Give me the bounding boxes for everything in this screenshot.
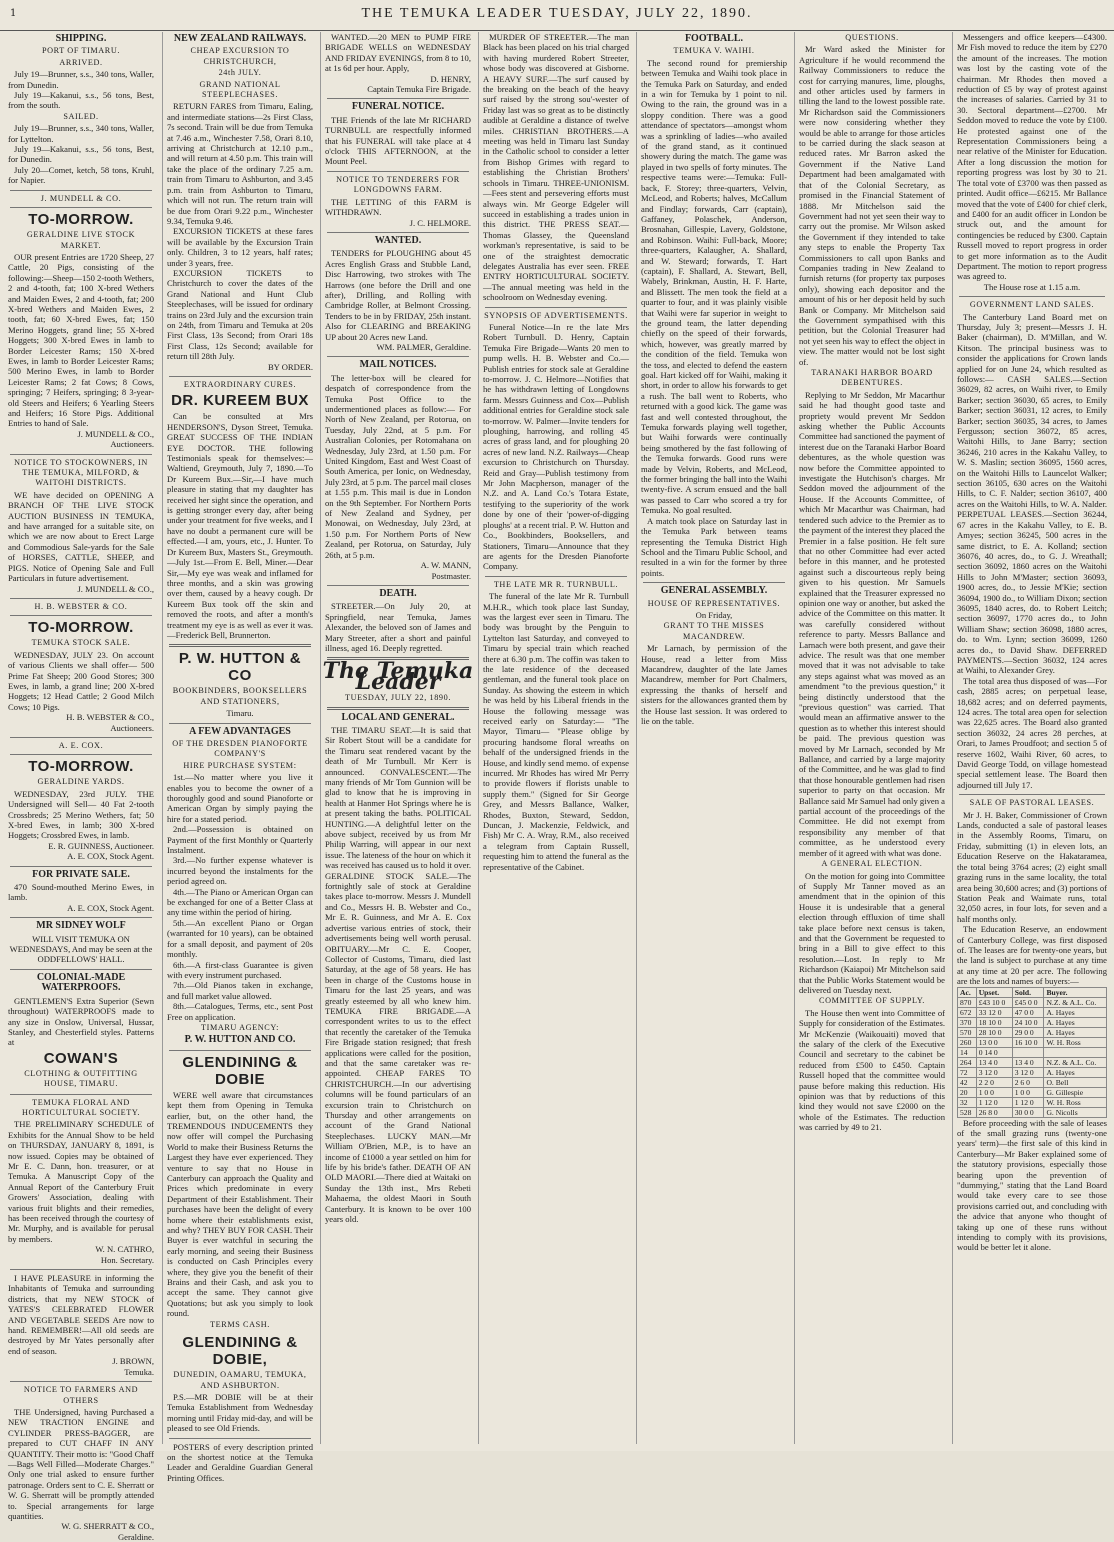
advert-list-item: 2nd.—Possession is obtained on Payment of the first Monthly or Quarterly Instalment. <box>167 824 313 856</box>
table-cell: 72 <box>958 1067 977 1077</box>
advert-body: THE PRELIMINARY SCHEDULE of Exhibits for the Annual Show to be held on THURSDAY, JANUARY 8, 1891, is now issued. Copies may be obtained of Mr E. C. Dann, hon. treasurer, or at Temuka. A Manuscript Copy of the Annual Report of the Canterbury Fruit Growers' Association, dealing with various fruit blights and their remedies, has been received through the courtesy of Mr. Murphy, and is available for perusal by members. <box>8 1119 154 1244</box>
advert-body: I HAVE PLEASURE in informing the Inhabitants of Temuka and surrounding districts, that my NEW STOCK of YATES'S CELEBRATED FLOWER AND VEGETABLE SEEDS Are now to hand. REMEMBER!—All old seeds are destroyed by Mr Yates personally after end of season. <box>8 1273 154 1356</box>
divider <box>327 585 469 586</box>
divider <box>10 866 152 867</box>
table-cell: A. Hayes <box>1044 1067 1107 1077</box>
column-6 <box>794 32 949 1444</box>
table-cell: £43 10 0 <box>976 997 1012 1007</box>
advert-body: WERE well aware that circumstances kept them from Opening in Temuka earlier, but, on the other hand, the TREMENDOUS INDUCEMENTS they now offer will compel the Purchasing World to make their Business Returns the Largest they have ever experienced. They venture to say that no House in Canterbury can approach the Quality and Prices which predominate in every Department of their Establishment. Their purchases have been the delight of every home where their establishments exist, and why? THEY BUY FOR CASH. Their Buyer is ever watchful in securing the early morning, and seeing their Business is conducted on Cash Principles every where, they give you the benefit of their Brains and their Cash, and ask you to accept the same. They cannot give Quotations; but ask you simply to look round. <box>167 1089 313 1319</box>
page-title: THE TEMUKA LEADER TUESDAY, JULY 22, 1890. <box>361 6 753 21</box>
advert-signature: A. E. COX, Stock Agent. <box>67 851 154 862</box>
article-body: A match took place on Saturday last in the Temuka Park between teams representing the Temuka District High School and the Timaru Public School, and resulted in a win for the former by three points. <box>641 515 787 578</box>
advert-heading: TO-MORROW. <box>28 211 134 229</box>
advert-signature: J. MUNDELL & CO., <box>77 428 154 439</box>
divider <box>10 1381 152 1382</box>
advert-stockowners <box>4 458 158 594</box>
advert-heading: A FEW ADVANTAGES <box>189 725 291 737</box>
advert-glendining <box>163 1054 317 1330</box>
advert-subheading: CLOTHING & OUTFITTING HOUSE, TIMARU. <box>24 1068 138 1089</box>
advert-signature: W. G. SHERRATT & CO., <box>61 1521 154 1532</box>
advert-hutton <box>163 650 317 718</box>
article-heading: GOVERNMENT LAND SALES. <box>969 300 1095 310</box>
advert-signature: H. B. WEBSTER & CO., <box>66 712 154 723</box>
divider <box>10 615 152 616</box>
divider <box>169 376 311 377</box>
advert-event: GRAND NATIONAL STEEPLECHASES. <box>199 79 281 100</box>
table-cell: 28 10 0 <box>976 1027 1012 1037</box>
advert-body: EXCURSION TICKETS to Christchurch to cover the dates of the Grand National and Hunt Club Steeplechases, will be issued for ordinary trains on 23rd July and the excursion train on 24th, from Timaru and Temuka at 20s First Class, 13s Second; from Orari 18s First Class, 12s Second; available for return till 28th July. <box>167 267 313 362</box>
advert-heading: GLENDINING & DOBIE <box>182 1053 298 1088</box>
advert-glendining-branches <box>163 1334 317 1433</box>
advert-wanted-men <box>321 32 475 94</box>
table-cell: 370 <box>958 1017 977 1027</box>
article-subheading: HOUSE OF REPRESENTATIVES. <box>647 598 781 608</box>
table-cell: 18 10 0 <box>976 1017 1012 1027</box>
article-closing: The House rose at 1.15 a.m. <box>983 281 1081 292</box>
local-general-news <box>321 713 475 1225</box>
advert-heading: TO-MORROW. <box>28 619 134 637</box>
advert-piano <box>163 727 317 1046</box>
table-cell: 33 12 0 <box>976 1007 1012 1017</box>
divider <box>643 582 785 583</box>
advert-body: WEDNESDAY, 23rd JULY. THE Undersigned will Sell— 40 Fat 2-tooth Crossbreds; 25 Merino Wethers, fat; 50 X-bred Ewes, in lamb; 300 X-bred Hoggets; Crossbred Ewes, in lamb. <box>8 788 154 841</box>
notice-body: THE LETTING of this FARM is WITHDRAWN. <box>325 196 471 218</box>
advert-list-item: 6th.—A first-class Guarantee is given with every instrument purchased. <box>167 959 313 980</box>
article-body: The Education Reserve, an endowment of Canterbury College, was first disposed of. The leases are for twenty-one years, but the land is subject to purchase at any time at any time at 20 per acre. The following are the lots and names of buyers:— <box>957 924 1107 987</box>
divider <box>169 1050 311 1051</box>
advert-private-sale <box>4 870 158 914</box>
advert-list-item: 8th.—Catalogues, Terms, etc., sent Post Free on application. <box>167 1001 313 1022</box>
article-body: On the motion for going into Committee of Supply Mr Tanner moved as an amendment that in the opinion of this House it is undesirable that a general election through effluxion of time shall take place before next census is taken, and that the Government be requested to bring in a Bill to give effect to this resolution.—Lost. In reply to Mr Richardson (Kaiapoi) Mr Mitchelson said that the Public Works Statement would be delivered on Tuesday next. <box>799 870 945 995</box>
table-cell: G. Gillespie <box>1044 1087 1107 1097</box>
table-header-row <box>958 987 1107 997</box>
table-cell: 3 12 0 <box>1012 1067 1044 1077</box>
notice-heading: MAIL NOTICES. <box>359 359 437 371</box>
advert-chaff-cutting <box>4 1385 158 1542</box>
local-news-continued <box>479 32 633 303</box>
sailing-line: July 19—Brunner, s.s., 340 tons, Waller, for Lyttelton. <box>8 123 154 144</box>
article-body: The funeral of the late Mr R. Turnbull M.H.R., which took place last Sunday, was the largest ever seen in Timaru. The body was brought by the Penguin to Lyttelton last Saturday, and conveyed to Timaru by special train which reached there at 6.30 p.m. The coffin was taken to the late residence of the deceased gentleman, and the funeral took place on Sunday. As showing the esteem in which he was held by his Liberal friends in the House the following message was received early on Saturday:— "The Mayor, Timaru— "Please oblige by procuring handsome floral wreaths on behalf of the undersigned friends in the House, and kindly send memo. of expense incurred. Mr Rhodes has wired Mr Perry to provide flowers if florists unable to supply them." (Signed for Sir George Grey, and Messrs Ballance, Walker, Rhodes, Buxton, Steward, Seddon, Duncan, J. Mackenzie, Feldwick, and Fish) Mr C. A. Wray, R.M., also received a telegram from Captain Russell, requesting him to attend the funeral as the representative of the Cabinet. <box>483 591 629 872</box>
advert-heading: NOTICE TO STOCKOWNERS, IN THE TEMUKA, MILFORD, & WAITOHI DISTRICTS. <box>14 457 148 488</box>
table-cell: 528 <box>958 1107 977 1117</box>
advert-body: EXCURSION TICKETS at these fares will be available by the Excursion Train only. Children, 3 to 12 years, half rates; under 3 years, free. <box>167 226 313 268</box>
advert-seeds <box>4 1273 158 1377</box>
advert-body: GENTLEMEN'S Extra Superior (Sewn throughout) WATERPROOFS made to any size in Onslow, Universal, Hussar, Stanley, and Chesterfield styles. Patterns at <box>8 995 154 1048</box>
column-header: Upset. <box>976 987 1012 997</box>
article-body: The Canterbury Land Board met on Thursday, July 3; present—Messrs J. H. Baker (chairman), D. M'Millan, and W. Kitson. The principal business was to consider the applications for Crown lands applied for on June 24, which resulted as follows:— CASH SALES.—Section 36029, 82 acres, on Waihi river, to Emily Barker; section 36030, 65 acres, to Emily Barker; section 36031, 12 acres, to Emily Barker; section 36035, 34 acres, to James Fergusson; section 36072, 85 acres, Waitohi Hills, to Jane Barry; section 36246, 210 acres in the Kakahu Valley, to W. S. Maslin; section 36095, 1560 acres, on the Waitohi Hills to Launcelot Walker; section 36105, 630 acres on the Waitohi Hills, to C. F. Nalder; section 36107, 400 acres on the Waitohi Hills, to W. A. Nalder. PERPETUAL LEASES.—Section 36244, 67 acres in the Kakahu Valley, to E. B. Amyes; section 36245, 500 acres in the same district, to E. A. Kolland; section 36076, 40 acres, do., to G. J. Wreathall; section 36092, 1860 acres on the Waitohi Hills to John M'Master; section 36093, 1900 acres, do., to Jessie M'Kie; section 36094, 1900 do., to William Dixon; section 36095, 1840 acres, do. to Robert Leitch; section 36097, 1770 acres do., to John William Shaw; section 36098, 1880 acres, do. to Wm. Lynn; section 36099, 1260 acres do., to David Shaw. DEFERRED PAYMENTS.—Section 36032, 124 acres at Waihi, to Alexander Grey. <box>957 311 1107 676</box>
column-header: Buyer. <box>1044 987 1107 997</box>
advert-tomorrow-yards <box>4 758 158 861</box>
advert-body: WILL VISIT TEMUKA ON WEDNESDAYS, And may be seen at the ODDFELLOWS' HALL. <box>9 933 153 965</box>
notice-body: STREETER.—On July 20, at Springfield, near Temuka, James Alexander, the beloved son of James and Mary Streeter, after a short and painful illness, aged 16. Deeply regretted. <box>325 601 471 653</box>
divider <box>327 98 469 99</box>
column-header: Ac. <box>958 987 977 997</box>
article-body: The total area thus disposed of was—For cash, 2885 acres; on perpetual lease, 18,682 acres; and on deferred payments, 124 acres. The total area open for selection was 22,625 acres. The Board also granted section 36032, 24 acres 28 perches, at Orari, to James Proudfoot; and section 5 of reserve 1602, Waihi River, 60 acres, to David George Todd, on village homestead special settlement lease. The Board then adjourned till July 17. <box>957 675 1107 790</box>
section-heading: SYNOPSIS OF ADVERTISEMENTS. <box>484 310 628 320</box>
table-row <box>958 1107 1107 1117</box>
table-cell: 264 <box>958 1057 977 1067</box>
advert-signature: J. BROWN, <box>112 1356 154 1367</box>
divider <box>10 737 152 738</box>
mail-notices <box>321 360 475 581</box>
advert-body: TENDERS for PLOUGHING about 45 Acres English Grass and Stubble Land, Disc Harrowing, two strokes with The Harrows (one before the Drill and one after), Drilling, and Rolling with Cambridge Roller, at Belmont Crossing. Tenders to be in by FRIDAY, 25th instant. Also for CLEARING and BREAKING UP about 20 Acres new Land. <box>325 248 471 342</box>
table-cell: A. Hayes <box>1044 1007 1107 1017</box>
article-body: Messengers and office keepers—£4300. Mr Fish moved to reduce the item by £270 the amount of the increases. The motion was lost by the casting vote of the chairman. Mr Rhodes then moved a reduction of £5 by way of protest against the increases of salaries. Carried by 31 to 30. Sectoral department—£2700. Mr Seddon moved to reduce the vote by £100. He protested against one of the Representation Commissioners being a near relative of the Minister for Education. After a long discussion the motion for reporting progress was lost by 30 to 21. The total vote of £3700 was then passed as printed. Audit office—£6215. Mr Ballance moved that the vote of £400 for chief clerk, and £400 for an audit officer in London be struck out, and the amount for contingencies be reduced by £300. Captain Russell moved to report progress in order to get more information as to the Audit Department. The motion to report progress was agreed to. <box>957 32 1107 282</box>
news-body: Funeral Notice—In re the late Mrs Robert Turnbull. D. Henry, Captain Temuka Fire Brigade—Wants 20 men to pump wells. H. B. Webster and Co.—Publish entries for stock sale at Geraldine to-morrow. J. C. Helmore—Notifies that he has withdrawn letting of Longdowns farm. Messrs Guinness and Cox—Publish additional entries for Geraldine stock sale to-morrow. W. Palmer—Invite tenders for ploughing, harrowing, and rolling 45 acres of grass land, and for ploughing 20 acres of new land. N.Z. Railways—Cheap excursion to Christchurch on Thursday. Reid and Gray—Publish testimony from Mr John Macpherson, manager of the N.Z. and A. Land Co.'s Totara Estate, testifying to the superiority of the work done by one of their 'power-of-digging ploughs' at a recent trial. P. W. Hutton and Co., Bookbinders, Booksellers, and Stationers, Timaru—Announce that they are agents for the Dresden Pianoforte Company. <box>483 321 629 572</box>
table-row <box>958 1007 1107 1017</box>
table-cell: 32 <box>958 1097 977 1107</box>
article-heading: SALE OF PASTORAL LEASES. <box>969 798 1095 808</box>
advert-heading: TEMUKA FLORAL AND HORTICULTURAL SOCIETY. <box>22 1097 140 1117</box>
news-body: MURDER OF STREETER.—The man Black has been placed on his trial charged with having murdered Robert Streeter, whose body was discovered at Gisborne. A HEAVY SURF.—The surf caused by the breaking on the beach of the heavy surf raised by the strong sou'-wester of Friday last was so great as to be distinctly audible at Geraldine a distance of twelve miles. CHRISTIAN BROTHERS.—A meeting was held in Timaru last Sunday in the Catholic school to consider a letter from Bishop Grimes with regard to establishing the Christian Brothers' schools in Timaru. THREE-UNIONISM.—Fees stent and persevering efforts must always win. Mr George Edgeler will succeed in establishing a trades union in this district. THE PRESS SEAT.—Thomas Glassey, the Queensland workman's representative, is said to be one of the straightest democratic delegates Australia has ever seen. FREE ENTRY HORTICULTURAL SOCIETY.—The annual meeting was held in the schoolroom on Wednesday evening. <box>483 32 629 303</box>
divider <box>959 794 1105 795</box>
table-cell: 1 12 0 <box>1012 1097 1044 1107</box>
table-row <box>958 997 1107 1007</box>
divider <box>485 576 627 577</box>
advert-tomorrow-temuka <box>4 619 158 733</box>
advert-name: DR. KUREEM BUX <box>171 392 309 410</box>
advert-subheading: GERALDINE LIVE STOCK MARKET. <box>26 230 136 250</box>
column-3 <box>320 32 475 1444</box>
article-subheading: COMMITTEE OF SUPPLY. <box>819 996 925 1006</box>
auctioneer-name: H. B. WEBSTER & CO. <box>34 601 128 611</box>
table-cell: 1 12 0 <box>976 1097 1012 1107</box>
auctioneer-name: J. MUNDELL & CO. <box>40 193 122 203</box>
table-row <box>958 1067 1107 1077</box>
article-subheading: A GENERAL ELECTION. <box>821 859 923 869</box>
advert-body: 470 Sound-mouthed Merino Ewes, in lamb. <box>8 882 154 903</box>
advert-subheading: BOOKBINDERS, BOOKSELLERS AND STATIONERS, <box>172 686 308 706</box>
advert-floral-society <box>4 1098 158 1266</box>
advert-signature-title: Auctioneers. <box>110 439 154 450</box>
table-row <box>958 1027 1107 1037</box>
article-subheading: GRANT TO THE MISSES MACANDREW. <box>663 621 765 641</box>
column-2 <box>162 32 317 1483</box>
table-row <box>958 1037 1107 1047</box>
table-body <box>958 997 1107 1117</box>
article-football <box>637 34 791 578</box>
table-cell: 1 0 0 <box>1012 1087 1044 1097</box>
advert-body: WEDNESDAY, JULY 23. On account of various Clients we shall offer— 500 Prime Fat Sheep; 200 Good Stores; 300 Ewes, in lamb, a grand line; 200 X-bred Hoggets; 12 Head Cattle; 2 Good Milch Cows; 10 Pigs. <box>8 649 154 712</box>
advert-sidney-wolf <box>4 921 158 965</box>
notice-body: The letter-box will be cleared for despatch of correspondence from the Temuka Post Office to the undermentioned places as follow:— For North of New Zealand, per Rotorua, on Tuesday, July 22nd, at 5 p.m. For Australian Colonies, per Rotomahana on Wednesday, July 23rd, at 1.50 p.m. For United Kingdom, East and West Coast of South America, per Ionic, on Wednesday, July 23rd, at 5 p.m. The parcel mail closes at 1.55 p.m. This mail is due in London on the 9th September. For Northern Ports of New Zealand and Sydney, per Monowai, on Wednesday, July 23rd, at 1.50 p.m. For Northern Ports of New Zealand, per Rotorua, on Saturday, July 26th, at 5 p.m. <box>325 372 471 560</box>
table-cell: 16 10 0 <box>1012 1037 1044 1047</box>
table-cell: N.Z. & A.L. Co. <box>1044 997 1107 1007</box>
article-heading: QUESTIONS. <box>845 33 899 42</box>
article-subheading: TEMUKA V. WAIHI. <box>673 46 755 56</box>
newspaper-nameplate: The Temuka Leader <box>322 658 474 695</box>
table-cell: 13 4 0 <box>976 1057 1012 1067</box>
table-cell: 2 2 0 <box>976 1077 1012 1087</box>
auctioneer-name: A. E. COX. <box>58 740 104 750</box>
advert-signature-title: Captain Temuka Fire Brigade. <box>367 84 471 95</box>
article-heading: THE LATE MR R. TURNBULL. <box>493 579 619 589</box>
divider <box>10 598 152 599</box>
table-row <box>958 1017 1107 1027</box>
advert-list-item: 4th.—The Piano or American Organ can be exchanged for one of a Better Class at any time within the period of hiring. <box>167 886 313 918</box>
page-number: 1 <box>10 8 17 19</box>
table-cell: 42 <box>958 1077 977 1087</box>
article-pastoral-leases <box>953 798 1111 1253</box>
advert-signature: BY ORDER. <box>267 361 313 372</box>
divider <box>327 356 469 357</box>
advert-signature-title: Auctioneers. <box>110 722 154 733</box>
column-5 <box>636 32 791 1444</box>
advert-heading: EXTRAORDINARY CURES. <box>183 380 297 389</box>
advert-heading: P. W. HUTTON & CO <box>178 650 302 685</box>
notice-signature-title: Postmaster. <box>431 570 471 581</box>
divider <box>10 969 152 970</box>
article-body: Mr Ward asked the Minister for Agriculture if he would recommend the Railway Commissioners to reduce the cost for carrying manures, lime, ploughs, and other articles used by farmers in tilling the land to the lowest possible rate. Mr Richardson said the Commissioners were now considering whether they would be able to arrange for those articles to be carried during the slack season at reduced rates. Mr Barron asked the Government if the Native Land Department had been amalgamated with that of the Colonial Secretary, as promised in the Financial Statement of 1888. Mr Mitchelson said the Government had not yet seen their way to carry out the promise. Mr Wilson asked the Government if they intended to take any steps to enable the Property Tax Commissioners to call upon Banks and Companies trading in New Zealand to furnish returns (for property tax purposes only), showing each depositor and the amount of his or her deposit held by such Bank or Company. Mr Mitchelson said the Government sympathised with this petition, but the Colonial Treasurer had not yet seen his way to effect the object in view. The matter would not be lost sight of. <box>799 44 945 367</box>
table-cell: O. Bell <box>1044 1077 1107 1087</box>
advert-subheading: GERALDINE YARDS. <box>37 777 125 787</box>
article-body: Before proceeding with the sale of leases of the small grazing runs (twenty-one years' term)—the first sale of this kind in Canterbury—Mr Baker explained some of the statutory provisions, especially those bearing upon the prevention of "dummying," stating that the Land Board would take every care to see those provisions carried out, and concluding with the advice that anyone who thought of taking up one of these runs without intending to comply with its provisions, would be better let it alone. <box>957 1117 1107 1253</box>
divider <box>959 296 1105 297</box>
advert-heading: NOTICE TO FARMERS AND OTHERS <box>23 1385 139 1405</box>
advert-body: OUR present Entries are 1720 Sheep, 27 Cattle, 20 Pigs, consisting of the following:—Sheep—150 2-tooth Wethers, 2 and 4-tooth, fat; 100 X-bred Wethers and Maiden Ewes, 2 and 4-tooth, fat; 200 X-bred Wethers and Maiden Ewes, 2 tooth, fat; 60 X-bred Ewes, fat; 150 Merino Hoggets, grand line; 55 X-bred Hoggets; 300 X-bred Ewes in lamb to Border Leicester Rams; 150 X-bred Ewes, in lamb to Border Leicester Rams; 500 Merino Ewes, in lamb to Border Leicester Rams; 2 fat Cows; 8 Cows, springing; 7 Heifers, springing; 8 3-year-old Steers and Heifers; 6 Yearling Steers and Heifers; 16 Store Pigs. Additional Entries to hand of Sale. <box>8 251 154 429</box>
table-row <box>958 1087 1107 1097</box>
column-4 <box>478 32 633 1444</box>
table-cell: £45 0 0 <box>1012 997 1044 1007</box>
divider <box>10 1094 152 1095</box>
table-cell: 24 10 0 <box>1012 1017 1044 1027</box>
table-cell: G. Nicolls <box>1044 1107 1107 1117</box>
article-body: Replying to Mr Seddon, Mr Macarthur said he had thought good taste and propriety would prevent Mr Seddon asking whether the Public Accounts Committee had sanctioned the payment of interest due on the Taranaki Harbor Board debentures, as the whole question was now before the Committee appointed to investigate the Hutchison's charges. Mr Seddon moved the adjournment of the House. If the Accounts Committee, of which Mr Macarthur was Chairman, had tendered such advice to the Premier as to the payment of the interest they placed the Premier in a false position. He felt sure that no other Committee had ever acted before in this manner, and he protested against such a discourteous reply being given to his question. Mr Samuels explained that the Treasurer expressed no opinion one way or another, but asked the advice of the Committee on this matter. It was carefully considered without reference to party. Messrs Ballance and Larnach were both present, and gave their advice. The result was that one member moved that it was not advisable to take any steps against what was moved as an amendment "to the previous question," it being distinctly understood that the "previous question" was carried. That would mean an affirmative answer to the question as to whether this interest should be paid. The previous question was moved by Mr Larnach, seconded by Mr Ballance, and carried by a large majority of the Committee, and he was glad to find that those honourable gentlemen had risen superior to party on that occasion. Mr Ballance said Mr Samuel had only given a partial account of the proceedings of the Committee. He did not exempt from responsibility any member of that committee, as he understood every member of it agreed with what was done. <box>799 389 945 858</box>
table-cell: 672 <box>958 1007 977 1017</box>
advert-signature-title: Hon. Secretary. <box>100 1254 154 1265</box>
shipping-section <box>4 34 158 186</box>
advert-subheading: OF THE DRESDEN PIANOFORTE COMPANY'S <box>172 738 308 759</box>
table-cell: 2 6 0 <box>1012 1077 1044 1087</box>
notice-heading: FUNERAL NOTICE. <box>351 101 445 113</box>
notice-body: THE Friends of the late Mr RICHARD TURNBULL are respectfully informed that his FUNERAL will take place at 4 o'clock THIS AFTERNOON, at the Mount Peel. <box>325 114 471 167</box>
advert-heading: GLENDINING & DOBIE, <box>182 1334 298 1369</box>
divider <box>327 171 469 172</box>
column-1 <box>4 32 158 1542</box>
table-row <box>958 1077 1107 1087</box>
advert-signature: W. N. CATHRO, <box>95 1244 154 1255</box>
table-cell: 26 8 0 <box>976 1107 1012 1117</box>
section-heading: LOCAL AND GENERAL. <box>341 711 455 723</box>
article-questions <box>795 33 949 1133</box>
notice-tenderers <box>321 175 475 228</box>
advert-signature: D. HENRY, <box>430 73 471 84</box>
article-day: On Friday, <box>695 609 733 620</box>
divider <box>10 454 152 455</box>
advert-heading: MR SIDNEY WOLF <box>36 920 126 932</box>
table-cell: 3 12 0 <box>976 1067 1012 1077</box>
advert-railways <box>163 34 317 372</box>
advert-body: POSTERS of every description printed on the shortest notice at the Temuka Leader and Geraldine Guardian General Printing Offices. <box>167 1441 313 1483</box>
notice-signature: A. W. MANN, <box>420 560 471 571</box>
advert-list-item: 7th.—Old Pianos taken in exchange, and full market value allowed. <box>167 980 313 1001</box>
sailing-line: July 19—Kakanui, s.s., 56 tons, Best, for Dunedin. <box>8 144 154 165</box>
advert-body: THE Undersigned, having Purchased a NEW TRACTION ENGINE and CYLINDER PRESS-BAGGER, are prepared to CUT CHAFF IN ANY QUANTITY. Their motto is: "Good Chaff—Bags Well Filled—Moderate Charges." Only one trial asked to ensure further patronage. Orders sent to C. E. Sherratt or W. G. Sherratt will be promptly attended to. Special arrangements for large quantities. <box>8 1406 154 1521</box>
table-cell: W. H. Ross <box>1044 1097 1107 1107</box>
port-heading: PORT OF TIMARU. <box>41 46 121 56</box>
divider <box>10 1269 152 1270</box>
advert-signature-title: Temuka. <box>124 1366 154 1377</box>
advert-body: WANTED.—20 MEN to PUMP FIRE BRIGADE WELLS on WEDNESDAY AND FRIDAY EVENINGS, from 8 to 10, at 1s 6d per hour. Apply, <box>325 32 471 74</box>
article-body: Mr J. H. Baker, Commissioner of Crown Lands, conducted a sale of pastoral leases in the Assembly Rooms, Timaru, on Friday, submitting (1) in eleven lots, an Education Reserve on the Hakataramea, the total being 3764 acres; (2) eight small grazing runs in the same locality, the total area being 30,600 acres; and (3) portions of Station Peak and Waimate runs, total 32,050 acres, in four lots, for seven and a half months only. <box>957 809 1107 924</box>
notice-heading: NOTICE TO TENDERERS FOR LONGDOWNS FARM. <box>336 174 460 195</box>
advert-body: WE have decided on OPENING A BRANCH OF THE LIVE STOCK AUCTION BUSINESS IN TEMUKA, and have arranged for a suitable site, on which we are now about to Erect Large and Commodious Sale-yards for the Sale of HORSES, CATTLE, SHEEP, and PIGS. Notice of Opening Sale and Full Particulars in future advertisement. <box>8 489 154 584</box>
page-masthead <box>0 0 1114 31</box>
sailed-heading: SAILED. <box>63 111 99 121</box>
column-header: Sold. <box>1012 987 1044 997</box>
table-cell: 29 0 0 <box>1012 1027 1044 1037</box>
divider <box>10 917 152 918</box>
advert-signature: J. MUNDELL & CO., <box>77 583 154 594</box>
table-cell: W. H. Ross <box>1044 1037 1107 1047</box>
table-cell <box>1044 1047 1107 1057</box>
advert-tomorrow-geraldine <box>4 211 158 450</box>
advert-terms: TERMS CASH. <box>210 1319 270 1329</box>
article-body: The second round for premiership between Temuka and Waihi took place in the Temuka Park on Saturday, and ended in a win for Temuka by 1 point to nil. Owing to the rain, the ground was in a sloppy condition. There was a good attendance of spectators—amongst whom was a sprinkling of ladies—who availed of the grand stand, as it continued showery during the match. The game was played in two spells of forty minutes. The respective teams were:—Temuka: Full-back, F. Storey; three-quarters, Velvin, McLeod, and Roberts; halves, McCallum and Findlay; forwards, Carr (captain), Gaffaney, Polaschek, Anderson, Brosnahan, Gillespie, Lavery, Goldstone, and Robinson. Waihi: Full-back, Moore; three-quarters, Kalaugher, A. Shallard, and W. Steward; forwards, T. Hart (captain), F. Shallard, A. Stewart, Bell, Wabely, Brinkman, Austin, H. F. Harte, and Blissett. The men took the field at a quarter to four, and it was plainly visible that Waihi were far superior in weight to the ground team, the latter depending chiefly on the speed of their forwards, which, however, was greatly marred by the condition of the field. Temuka won the toss, and elected to defend the eastern goal. Hart kicked off for Waihi, making it short, in order to allow his forwards to get a rush. The ball went to Roberts, who returned with a good kick. The game was fast and well contested throughout, the Temuka forwards playing well together, but Waihi forwards were continually being smothered by the fast following of the Temuka forwards. Good runs were made by Velvin, Roberts, and McLeod, the former bringing the ball into the Waihi twenty-five. A scrum ensued and the ball was passed to Carr who scored a try for Temuka. No goal resulted. <box>641 57 787 516</box>
table-cell: N.Z. & A.L. Co. <box>1044 1057 1107 1067</box>
shipping-heading: SHIPPING. <box>55 33 107 44</box>
table-row <box>958 1097 1107 1107</box>
table-row <box>958 1047 1107 1057</box>
issue-date: TUESDAY, JULY 22, 1890. <box>345 693 451 703</box>
sailing-line: July 20—Comet, ketch, 58 tons, Kruhl, for Napier. <box>8 164 154 186</box>
divider <box>10 190 152 191</box>
table-cell: 0 14 0 <box>976 1047 1012 1057</box>
divider <box>485 307 627 308</box>
advert-eye-doctor <box>163 380 317 640</box>
arrival-line: July 19—Brunner, s.s., 340 tons, Waller, from Dunedin. <box>8 69 154 90</box>
table-cell: 570 <box>958 1027 977 1037</box>
news-body: THE TIMARU SEAT.—It is said that Sir Robert Stout will be a candidate for the Timaru seat rendered vacant by the death of Mr Turnbull. Mr Kerr is announced. CONVALESCENT.—The many friends of Mr Tom Gunnion will be glad to know that he is improving in health at Hanmer Hot Springs where he is at present taking the baths. POLITICAL HUNTING.—A delightful letter on the above subject, received by us from Mr Philip Warring, will appear in our next issue. The lateness of the hour on which it was received has caused us to hold it over. GERALDINE STOCK SALE.—The fortnightly sale of stock at Geraldine takes place to-morrow. Messrs J. Mundell and Co., Messrs H. B. Webster and Co., Mr E. R. Guinness, and Mr A. E. Cox advertise various entries of stock, their advertisements being well worth perusal. OBITUARY.—Mr C. E. Cooper, Collector of Customs, Timaru, died last Saturday, at the age of 58 years. He has been in charge of the Customs house in Timaru for the last 25 years, and was greatly esteemed by all who knew him. TEMUKA FIRE BRIGADE.—A correspondent writes to us to the effect that recently the caretaker of the Temuka Fire Brigade station resigned; that fresh applications were called for the position, and that the same caretaker was re-appointed. CHEAP FARES TO CHRISTCHURCH.—In our advertising columns will be found particulars of an excursion train to Christchurch on Thursday and other arrangements on account of the Grand National Steeplechases. LUCKY MAN.—Mr William O'Brien, M.P., is to have an income of £1000 a year settled on him for life by his bride's father. DEATH OF AN OLD MAORI.—There died at Waitaki on Sunday the 13th inst., Mrs Rebeti Mahaema, the oldest Maori in South Canterbury. It is known to be over 100 years old. <box>325 724 471 1225</box>
article-heading: GENERAL ASSEMBLY. <box>660 585 768 597</box>
article-body: The House then went into Committee of Supply for consideration of the Estimates. Mr McKenzie (Waikouaiti) moved that the salary of the clerk of the Executive Council and secretary to the cabinet be reduced from £500 to £450. Captain Russell hoped that the committee would pause before making this reduction. His opinion was that by reductions of this kind they would not save £2000 on the whole of the Estimates. The reduction was carried by 49 to 21. <box>799 1007 945 1133</box>
advert-agency: TIMARU AGENCY: <box>201 1022 279 1032</box>
advert-subheading: TEMUKA STOCK SALE. <box>31 638 131 648</box>
advert-signature: E. R. GUINNESS, Auctioneer. <box>48 840 154 851</box>
advert-signature-title: Geraldine. <box>117 1531 154 1542</box>
arrived-heading: ARRIVED. <box>59 57 103 67</box>
advert-place: Timaru. <box>226 708 254 719</box>
advert-heading: WANTED. <box>374 234 422 246</box>
death-notice <box>321 589 475 653</box>
table-cell: 20 <box>958 1087 977 1097</box>
table-cell: 14 <box>958 1047 977 1057</box>
notice-signature: J. C. HELMORE. <box>409 217 471 228</box>
article-heading: FOOTBALL. <box>684 33 744 44</box>
advert-signature: WM. PALMER, Geraldine. <box>376 341 471 352</box>
advert-subheading: DUNEDIN, OAMARU, TEMUKA, AND ASHBURTON. <box>173 1370 307 1390</box>
article-body: Mr Larnach, by permission of the House, read a letter from Miss Macandrew, daughter of the late James Macandrew, member for Port Chalmers, expressing the thanks of herself and sisters for the allowances granted them by the House last session. It was ordered to lie on the table. <box>641 643 787 726</box>
advert-waterproofs <box>4 973 158 1090</box>
funeral-notice <box>321 102 475 166</box>
advert-heading: NEW ZEALAND RAILWAYS. <box>173 33 307 44</box>
arrival-line: July 19—Kakanui, s.s., 56 tons, Best, from the south. <box>8 90 154 111</box>
advert-list-item: 5th.—An excellent Piano or Organ (warranted for 10 years), can be obtained for a small deposit, and payment of 20s monthly. <box>167 917 313 960</box>
divider <box>169 1438 311 1439</box>
advert-list-item: 3rd.—No further expense whatever is incurred beyond the instalments for the period agreed on. <box>167 855 313 887</box>
table-cell: 1 0 0 <box>976 1087 1012 1097</box>
divider <box>327 232 469 233</box>
article-general-assembly <box>637 586 791 726</box>
table-cell: A. Hayes <box>1044 1017 1107 1027</box>
lease-sale-table <box>957 987 1107 1118</box>
column-7 <box>952 32 1111 1444</box>
advert-agency-name: P. W. HUTTON AND CO. <box>184 1034 296 1046</box>
advert-body: Can be consulted at Mrs HENDERSON'S, Dyson Street, Temuka. GREAT SUCCESS OF THE INDIAN EYE DOCTOR. THE following Testimonials speak for themselves:— Waltiend, Greymouth, July 7, 1890.—To Dr Kureem Bux.—Sir,—I have much pleasure in stating that my daughter has received her sight since the operation, and is getting stronger every day, after being under your treatment for five weeks, and I have no doubt a permanent cure will be effected.—I am, yours, etc., J. Hunter. To Dr Kureem Bux, Masters St., Greymouth.—July 1st.—From E. Bell, Miner.—Dear Sir,—My eye was weak and inflamed for three months, and a skin was growing over them, caused by a heavy cough. Dr Kureem Bux took off the skin and removed the roots, and after a month's treatment my eye is as well as ever it was.—Frederick Bell, Brunnerton. <box>167 411 313 640</box>
divider <box>169 723 311 724</box>
table-cell: 870 <box>958 997 977 1007</box>
advert-subheading: HIRE PURCHASE SYSTEM: <box>183 760 297 770</box>
advert-list-item: 1st.—No matter where you live it enables you to become the owner of a thoroughly good and sound Pianoforte or American Organ by simply paying the hire for a stated period. <box>167 772 313 824</box>
advert-signature: A. E. COX, Stock Agent. <box>67 902 154 913</box>
table-cell: 13 4 0 <box>1012 1057 1044 1067</box>
table-cell <box>1012 1047 1044 1057</box>
article-supply-continued <box>953 32 1111 292</box>
advert-body: P.S.—MR DOBIE will be at their Temuka Establishment from Wednesday morning until Friday mid-day, and will be pleased to see Old Friends. <box>167 1391 313 1434</box>
article-land-sales <box>953 300 1111 790</box>
advert-wanted-ploughing <box>321 236 475 352</box>
article-subheading: TARANAKI HARBOR BOARD DEBENTURES. <box>811 368 933 388</box>
table-cell: 260 <box>958 1037 977 1047</box>
synopsis-of-advertisements <box>479 311 633 572</box>
table-cell: 30 0 0 <box>1012 1107 1044 1117</box>
divider <box>10 207 152 208</box>
divider <box>10 754 152 755</box>
advert-subheading: CHEAP EXCURSION TO CHRISTCHURCH, <box>190 46 290 66</box>
table-row <box>958 1057 1107 1067</box>
table-cell: 13 0 0 <box>976 1037 1012 1047</box>
article-late-turnbull <box>479 580 633 872</box>
divider <box>169 644 311 647</box>
advert-body: RETURN FARES from Timaru, Ealing, and intermediate stations—2s First Class, 7s second. Train will be due from Temuka at 7.46 a.m., Winchester 7.58, Orari 8.10, arriving at Christchurch at 12.10 p.m., and will return at 4.50 p.m. This train will take the place of the ordinary 7.25 a.m. train from Timaru to Ashburton, and 3.45 p.m. train from Ashburton to Timaru, which will not run. The return train will be due from Orari 9.22 p.m., Winchester 9.34, Temuka 9.46. <box>167 101 313 226</box>
advert-heading: COLONIAL-MADE WATERPROOFS. <box>36 971 126 994</box>
advert-heading: TO-MORROW. <box>28 758 134 776</box>
notice-heading: DEATH. <box>379 587 417 599</box>
advert-posters <box>163 1442 317 1484</box>
advert-heading: FOR PRIVATE SALE. <box>32 868 130 880</box>
table-cell: A. Hayes <box>1044 1027 1107 1037</box>
advert-date: 24th JULY. <box>218 68 262 78</box>
table-cell: 47 0 0 <box>1012 1007 1044 1017</box>
advert-brand: COWAN'S <box>43 1049 119 1067</box>
divider <box>327 707 469 710</box>
